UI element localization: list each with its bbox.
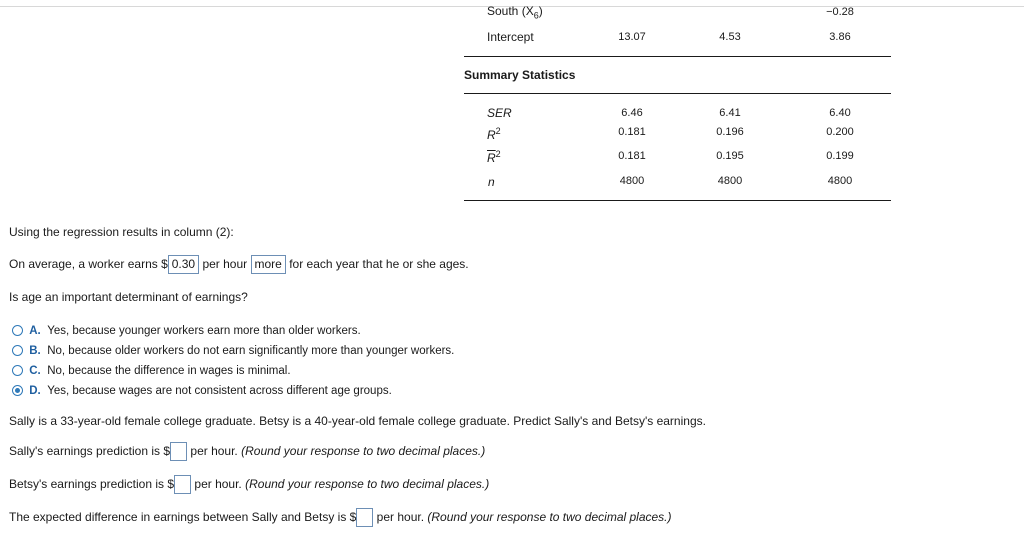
table-rule xyxy=(464,56,891,57)
option-a[interactable] xyxy=(12,325,361,337)
n-label: n xyxy=(488,175,495,189)
option-c-text: No, because the difference in wages is minimal. xyxy=(47,365,291,377)
south-close: ) xyxy=(538,4,543,18)
rbar2-value-2: 0.195 xyxy=(716,150,744,162)
round-hint: (Round your response to two decimal places.) xyxy=(427,510,672,524)
n-value-3: 4800 xyxy=(827,175,853,187)
round-hint: (Round your response to two decimal places.) xyxy=(245,477,490,491)
table-rule xyxy=(464,200,891,201)
radio-c[interactable] xyxy=(12,365,23,376)
difference-suffix: per hour. xyxy=(376,510,425,524)
ser-value-3: 6.40 xyxy=(829,107,851,119)
sally-suffix: per hour. xyxy=(190,444,238,458)
age-determinant-question: Is age an important determinant of earnings? xyxy=(9,290,248,304)
round-hint: (Round your response to two decimal places.) xyxy=(241,444,486,458)
option-a-letter: A. xyxy=(29,325,41,337)
intercept-value-1: 13.07 xyxy=(618,31,646,43)
betsy-prefix: Betsy's earnings prediction is $ xyxy=(9,477,175,491)
q1-suffix: for each year that he or she ages. xyxy=(289,257,469,271)
radio-d-selected[interactable] xyxy=(12,385,23,396)
q1-middle: per hour xyxy=(202,257,248,271)
option-c-letter: C. xyxy=(29,365,41,377)
ser-value-2: 6.41 xyxy=(719,107,741,119)
sally-prefix: Sally's earnings prediction is $ xyxy=(9,444,171,458)
south-subscript: 6 xyxy=(533,10,539,21)
q1-prefix: On average, a worker earns $ xyxy=(9,257,168,271)
option-a-text: Yes, because younger workers earn more than older workers. xyxy=(47,325,361,337)
ser-label: SER xyxy=(487,106,512,120)
more-less-dropdown[interactable]: more xyxy=(251,255,286,274)
south-label-text: South (X xyxy=(487,4,534,18)
betsy-prediction-row xyxy=(9,475,489,494)
sally-betsy-intro: Sally is a 33-year-old female college graduate. Betsy is a 40-year-old female college graduate. Predict Sally's and Betsy's earnings. xyxy=(9,414,706,428)
rbar2-value-3: 0.199 xyxy=(826,150,854,162)
sally-earnings-input[interactable] xyxy=(170,442,187,461)
rbar2-label xyxy=(487,149,501,165)
table-rule xyxy=(464,93,891,94)
summary-heading: Summary Statistics xyxy=(464,68,576,82)
question-intro: Using the regression results in column (2): xyxy=(9,225,234,239)
option-d-letter: D. xyxy=(29,385,41,397)
betsy-suffix: per hour. xyxy=(194,477,242,491)
ser-value-1: 6.46 xyxy=(621,107,643,119)
earnings-per-year-question xyxy=(9,255,469,274)
difference-prefix: The expected difference in earnings between Sally and Betsy is $ xyxy=(9,510,357,524)
n-value-2: 4800 xyxy=(717,175,743,187)
option-d[interactable] xyxy=(12,385,392,397)
south-row-label xyxy=(487,4,543,20)
r2-label xyxy=(487,126,501,142)
south-value: −0.28 xyxy=(826,6,854,18)
difference-row xyxy=(9,508,672,527)
r2-value-2: 0.196 xyxy=(716,126,744,138)
per-year-answer-input[interactable]: 0.30 xyxy=(168,255,199,274)
intercept-value-3: 3.86 xyxy=(829,31,851,43)
radio-b[interactable] xyxy=(12,345,23,356)
difference-input[interactable] xyxy=(356,508,373,527)
option-b[interactable] xyxy=(12,345,454,357)
n-value-1: 4800 xyxy=(619,175,645,187)
betsy-earnings-input[interactable] xyxy=(174,475,191,494)
intercept-value-2: 4.53 xyxy=(719,31,741,43)
r2-value-3: 0.200 xyxy=(826,126,854,138)
r2-sup: 2 xyxy=(495,126,501,136)
r2-letter: R xyxy=(487,128,496,142)
radio-a[interactable] xyxy=(12,325,23,336)
rbar2-letter: $\overline{R}$ xyxy=(487,151,496,165)
option-b-text: No, because older workers do not earn significantly more than younger workers. xyxy=(47,345,455,357)
intercept-label: Intercept xyxy=(487,30,534,44)
sally-prediction-row xyxy=(9,442,485,461)
option-b-letter: B. xyxy=(29,345,41,357)
r2-value-1: 0.181 xyxy=(618,126,646,138)
rbar2-value-1: 0.181 xyxy=(618,150,646,162)
rbar2-sup: 2 xyxy=(495,149,501,159)
option-c[interactable] xyxy=(12,365,291,377)
option-d-text: Yes, because wages are not consistent across different age groups. xyxy=(47,385,392,397)
